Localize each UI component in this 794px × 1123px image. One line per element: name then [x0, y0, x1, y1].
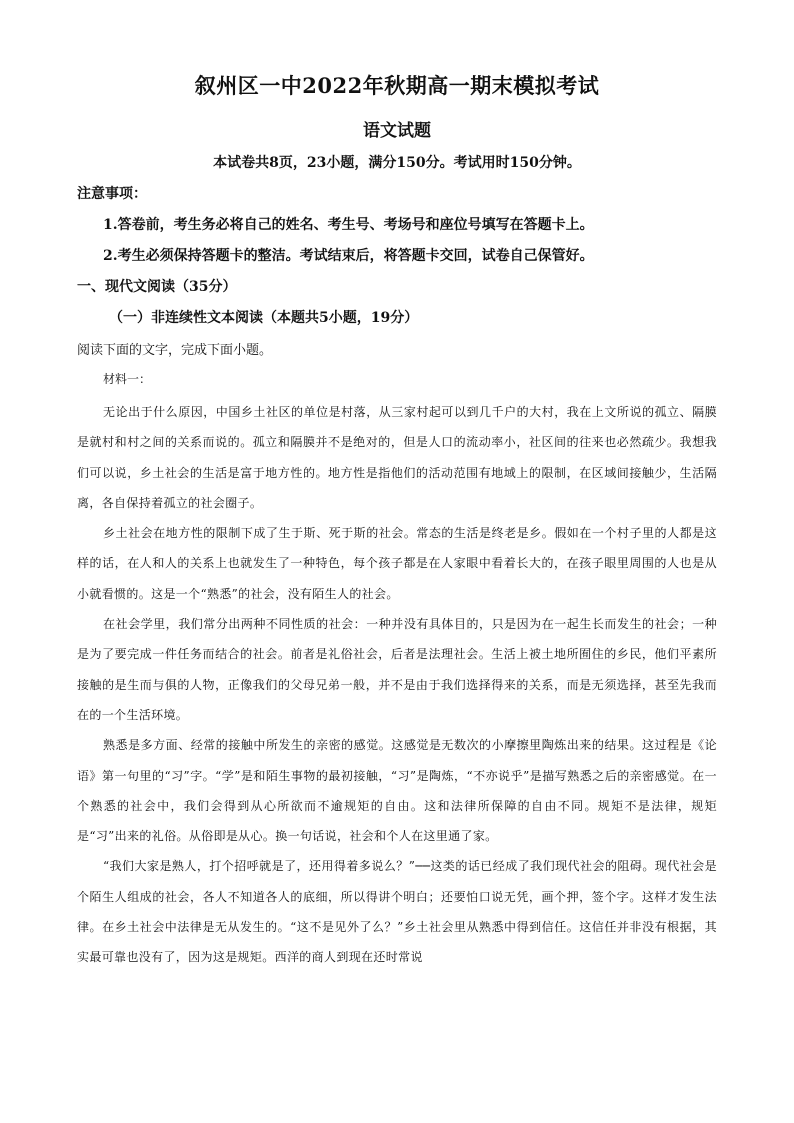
paragraph: 在社会学里，我们常分出两种不同性质的社会：一种并没有具体目的，只是因为在一起生长而发生的社会；一种是为了要完成一件任务而结合的社会。前者是礼俗社会，后者是法理社会。生活上被土地所囿住的乡民，他们平素所接触的是生而与俱的人物，正像我们的父母兄弟一般，并不是由于我们选择得来的关系，而是无须选择，甚至先我而在的一个生活环境。	[77, 617, 717, 722]
paragraph: 熟悉是多方面、经常的接触中所发生的亲密的感觉。这感觉是无数次的小摩擦里陶炼出来的结果。这过程是《论语》第一句里的“习”字。“学”是和陌生事物的最初接触，“习”是陶炼，“不亦说乎”是描写熟悉之后的亲密感觉。在一个熟悉的社会中，我们会得到从心所欲而不逾规矩的自由。这和法律所保障的自由不同。规矩不是法律，规矩是“习”出来的礼俗。从俗即是从心。换一句话说，社会和个人在这里通了家。	[77, 738, 717, 844]
paragraph: “我们大家是熟人，打个招呼就是了，还用得着多说么？”──这类的话已经成了我们现代社会的阻碍。现代社会是个陌生人组成的社会，各人不知道各人的底细，所以得讲个明白；还要怕口说无凭，画个押，签个字。这样才发生法律。在乡土社会中法律是无从发生的。“这不是见外了么？”乡土社会里从熟悉中得到信任。这信任并非没有根据，其实最可靠也没有了，因为这是规矩。西洋的商人到现在还时常说	[77, 859, 717, 965]
note-item: 2.考生必须保持答题卡的整洁。考试结束后，将答题卡交回，试卷自己保管好。	[103, 248, 594, 264]
paragraph: 无论出于什么原因，中国乡土社区的单位是村落，从三家村起可以到几千户的大村，我在上文所说的孤立、隔膜是就村和村之间的关系而说的。孤立和隔膜并不是绝对的，但是人口的流动率小，社区间的往来也必然疏少。我想我们可以说，乡土社会的生活是富于地方性的。地方性是指他们的活动范围有地域上的限制，在区域间接触少，生活隔离，各自保持着孤立的社会圈子。	[77, 405, 717, 510]
reading-instruction: 阅读下面的文字，完成下面小题。	[77, 343, 273, 358]
subsection-heading: （一）非连续性文本阅读（本题共5小题，19分）	[109, 310, 419, 326]
exam-subtitle: 语文试题	[363, 121, 431, 141]
notes-heading: 注意事项：	[77, 186, 147, 202]
material-body	[77, 397, 717, 973]
exam-title: 叙州区一中2022年秋期高一期末模拟考试	[194, 73, 600, 98]
paragraph: 乡土社会在地方性的限制下成了生于斯、死于斯的社会。常态的生活是终老是乡。假如在一个村子里的人都是这样的话，在人和人的关系上也就发生了一种特色，每个孩子都是在人家眼中看着长大的，在孩子眼里周围的人也是从小就看惯的。这是一个“熟悉”的社会，没有陌生人的社会。	[77, 526, 717, 601]
note-item: 1.答卷前，考生务必将自己的姓名、考生号、考场号和座位号填写在答题卡上。	[103, 217, 594, 233]
exam-info: 本试卷共8页，23小题，满分150分。考试用时150分钟。	[213, 155, 581, 171]
section-heading: 一、现代文阅读（35分）	[77, 279, 237, 295]
material-label: 材料一：	[103, 372, 152, 386]
